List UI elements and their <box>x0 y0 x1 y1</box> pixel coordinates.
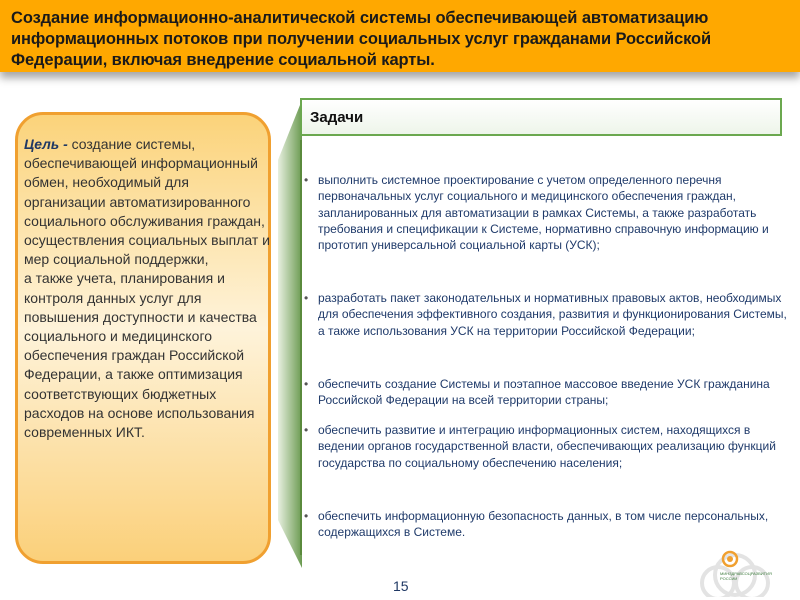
bullet-icon: • <box>304 291 309 305</box>
connector-shape <box>278 100 302 568</box>
tasks-title: Задачи <box>310 109 364 126</box>
bullet-icon: • <box>304 509 309 523</box>
goal-description: создание системы, обеспечивающей информационный обмен, необходимый для организации автоматизированного социального обслуживания граждан, осуществления социальных выплат и мер социальной поддержки, <box>24 136 271 268</box>
header-bar <box>0 0 800 72</box>
svg-text:МИНЗДРАВСОЦРАЗВИТИЯ: МИНЗДРАВСОЦРАЗВИТИЯ <box>720 571 772 576</box>
task-item <box>304 172 788 253</box>
task-text: обеспечить создание Системы и поэтапное массовое введение УСК гражданина Российской Федерации на всей территории страны; <box>318 377 770 408</box>
svg-text:РОССИИ: РОССИИ <box>720 576 738 581</box>
slide-title: Создание информационно-аналитической системы обеспечивающей автоматизацию информационных потоков при получении социальных услуг гражданами Российской Федерации, включая внедрение социальной карты. <box>11 9 712 69</box>
goal-label: Цель - <box>24 136 68 152</box>
task-text: обеспечить информационную безопасность данных, в том числе персональных, содержащихся в Системе. <box>318 509 769 540</box>
bullet-icon: • <box>304 377 309 391</box>
tasks-list <box>300 140 797 555</box>
task-item <box>304 376 788 409</box>
task-item <box>304 422 788 471</box>
task-item <box>304 290 788 339</box>
task-text: выполнить системное проектирование с учетом определенного перечня первоначальных услуг социального и медицинского обеспечения граждан, запланированных для автоматизации в рамках Системы, а также разработать требования и спецификации к Системе, нормативно справочную информацию и прототип универсальной социальной карты (УСК); <box>318 173 769 253</box>
task-text: разработать пакет законодательных и нормативных правовых актов, необходимых для обеспечения эффективного создания, развития и функционирования Системы, а также использования УСК на территории Российской Федерации; <box>318 291 787 338</box>
bullet-icon: • <box>304 423 309 437</box>
bullet-icon: • <box>304 173 309 187</box>
page-number: 15 <box>393 578 409 594</box>
goal-text <box>24 135 274 442</box>
task-text: обеспечить развитие и интеграцию информационных систем, находящихся в ведении органов государственной власти, обеспечивающих реализацию функций государства по социальному обеспечению населения; <box>318 423 776 470</box>
ministry-logo <box>690 535 795 597</box>
goal-description-cont: а также учета, планирования и контроля данных услуг для повышения доступности и качества социального и медицинского обеспечения граждан Российской Федерации, а также оптимизация соответствующих бюджетных расходов на основе использования современных ИКТ. <box>24 270 257 441</box>
tasks-header <box>300 98 782 136</box>
